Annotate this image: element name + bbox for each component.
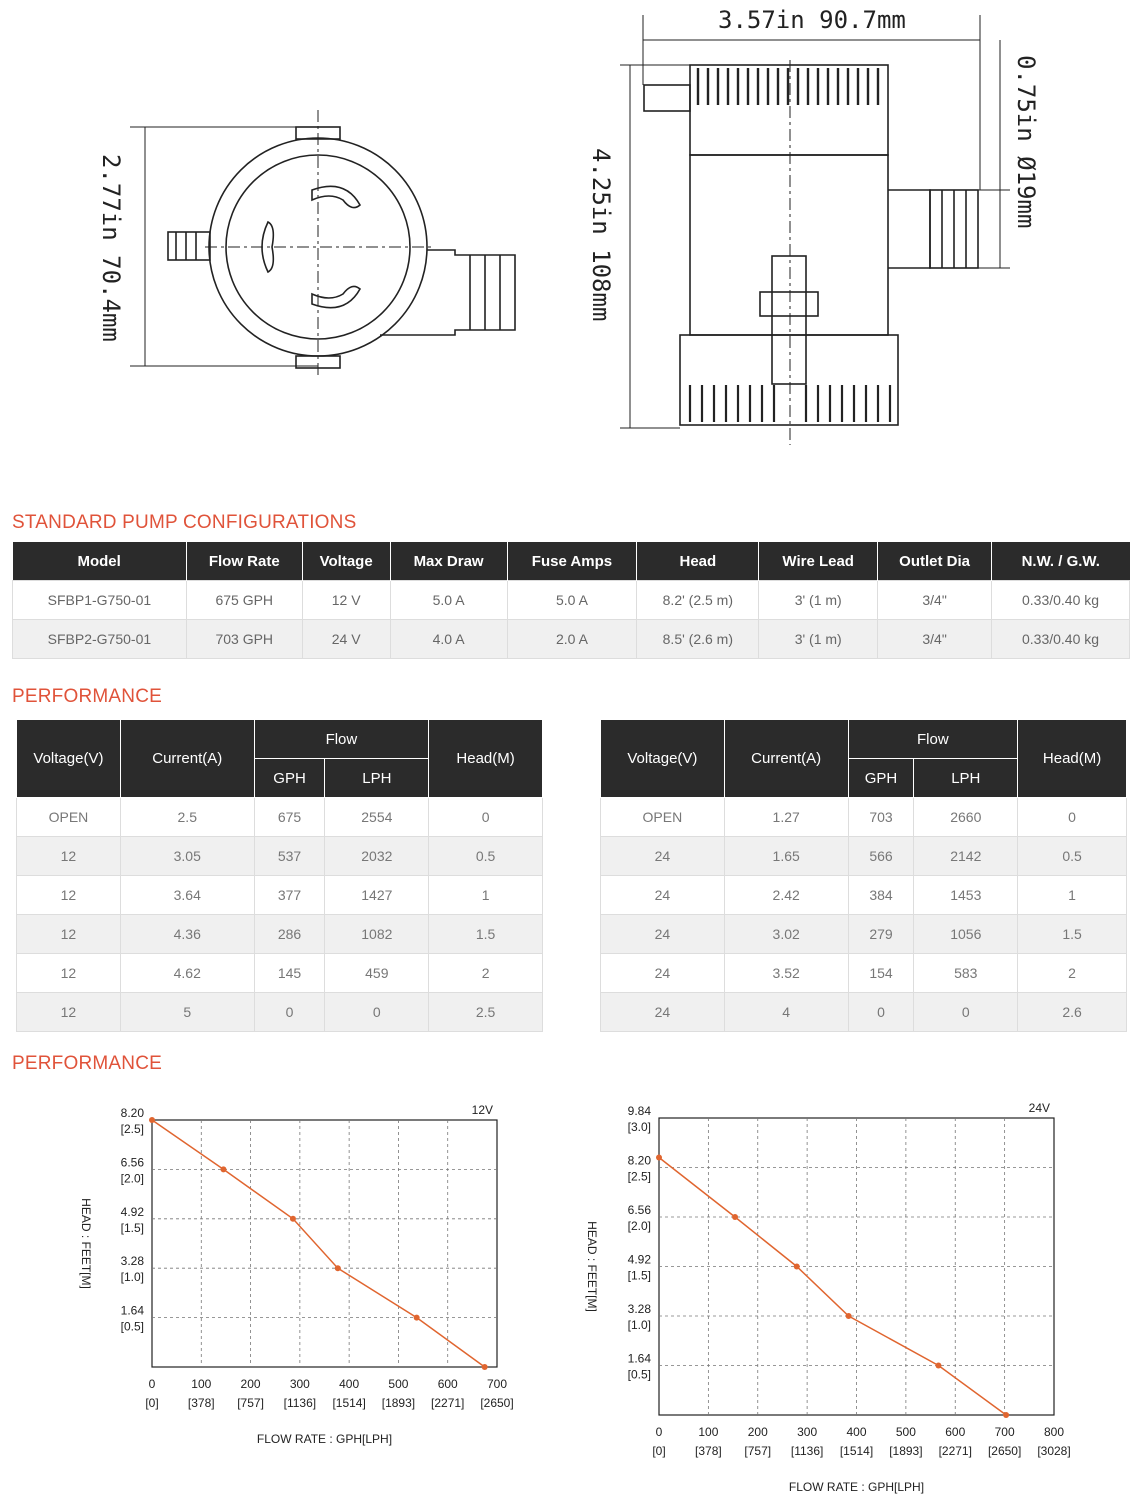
col-header-head: Head(M) <box>429 720 543 798</box>
table-cell: 703 <box>848 798 914 837</box>
table-cell: 3.02 <box>724 915 848 954</box>
table-cell: 5.0 A <box>507 581 637 620</box>
table-cell: OPEN <box>17 798 121 837</box>
table-cell: 3/4" <box>878 620 992 659</box>
col-header-flow: Flow <box>254 720 429 759</box>
data-point <box>935 1363 941 1369</box>
x-tick-label: 0 <box>655 1425 663 1439</box>
x-tick-sublabel: [2650] <box>987 1444 1022 1458</box>
x-tick-label: 700 <box>994 1425 1015 1439</box>
x-tick-sublabel: [378] <box>187 1396 215 1410</box>
table-row <box>17 798 543 837</box>
col-header-current: Current(A) <box>724 720 848 798</box>
performance-chart-section-title: PERFORMANCE <box>12 1053 162 1074</box>
table-cell: 703 GPH <box>186 620 302 659</box>
x-tick-label: 300 <box>289 1377 310 1391</box>
y-tick-sublabel: [3.0] <box>627 1120 651 1134</box>
table-cell: 0 <box>914 993 1018 1032</box>
table-cell: 1.5 <box>1018 915 1127 954</box>
table-cell: 2 <box>1018 954 1127 993</box>
table-row <box>17 876 543 915</box>
table-row <box>601 876 1127 915</box>
data-point <box>414 1315 420 1321</box>
table-cell: 2032 <box>325 837 429 876</box>
y-tick-sublabel: [0.5] <box>627 1367 651 1382</box>
table-cell: 3' (1 m) <box>759 581 878 620</box>
series-line <box>659 1158 1006 1416</box>
table-cell: 3.05 <box>120 837 254 876</box>
x-tick-sublabel: [0] <box>145 1396 159 1410</box>
table-cell: 537 <box>254 837 325 876</box>
y-tick-label: 1.64 <box>120 1303 144 1318</box>
table-cell: 3.52 <box>724 954 848 993</box>
table-cell: 459 <box>325 954 429 993</box>
y-tick-label: 8.20 <box>120 1106 144 1120</box>
table-cell: 2.0 A <box>507 620 637 659</box>
table-cell: 1 <box>429 876 543 915</box>
table-cell: 12 <box>17 954 121 993</box>
table-cell: 0 <box>254 993 325 1032</box>
x-tick-sublabel: [757] <box>237 1396 264 1410</box>
x-tick-label: 100 <box>698 1425 719 1439</box>
x-tick-sublabel: [0] <box>652 1444 666 1458</box>
table-cell: 4.36 <box>120 915 254 954</box>
table-cell: 1427 <box>325 876 429 915</box>
x-tick-sublabel: [2271] <box>431 1396 465 1410</box>
chart-title: 24V <box>1028 1101 1050 1115</box>
table-cell: 0.33/0.40 kg <box>992 620 1130 659</box>
chart-12v <box>0 1085 560 1450</box>
table-cell: 1056 <box>914 915 1018 954</box>
y-tick-sublabel: [1.0] <box>120 1270 144 1285</box>
table-cell: 377 <box>254 876 325 915</box>
table-row <box>601 915 1127 954</box>
x-tick-label: 700 <box>486 1377 508 1391</box>
table-cell: 566 <box>848 837 914 876</box>
col-header-lph: LPH <box>325 759 429 798</box>
y-tick-sublabel: [2.0] <box>120 1171 144 1186</box>
performance-table-12v <box>16 719 543 1032</box>
table-cell: 583 <box>914 954 1018 993</box>
plot-frame <box>152 1120 497 1367</box>
x-tick-label: 400 <box>846 1425 867 1439</box>
col-header-head: Head(M) <box>1018 720 1127 798</box>
table-cell: 0 <box>1018 798 1127 837</box>
x-tick-sublabel: [1893] <box>889 1444 923 1458</box>
chart-24v <box>560 1085 1138 1500</box>
x-tick-sublabel: [378] <box>695 1444 722 1458</box>
col-header-weight: N.W. / G.W. <box>992 542 1130 581</box>
y-tick-label: 6.56 <box>627 1203 651 1217</box>
table-row <box>601 993 1127 1032</box>
col-header-outlet-dia: Outlet Dia <box>878 542 992 581</box>
table-cell: 1453 <box>914 876 1018 915</box>
data-point <box>794 1264 800 1270</box>
data-point <box>149 1117 155 1123</box>
top-dimension-label: 2.77in 70.4mm <box>97 154 125 342</box>
x-tick-sublabel: [1514] <box>332 1396 366 1410</box>
table-row <box>17 915 543 954</box>
table-cell: 145 <box>254 954 325 993</box>
y-tick-label: 1.64 <box>627 1351 651 1366</box>
data-point <box>846 1313 852 1319</box>
data-point <box>482 1364 488 1370</box>
y-tick-sublabel: [1.0] <box>627 1318 651 1332</box>
performance-24v-body <box>601 798 1127 1032</box>
x-tick-label: 400 <box>339 1377 360 1391</box>
table-cell: 12 <box>17 993 121 1032</box>
x-tick-sublabel: [3028] <box>1037 1444 1071 1458</box>
col-header-current: Current(A) <box>120 720 254 798</box>
table-cell: 12 <box>17 837 121 876</box>
table-cell: 0 <box>429 798 543 837</box>
data-point <box>656 1155 662 1161</box>
table-cell: 1082 <box>325 915 429 954</box>
table-cell: 4.62 <box>120 954 254 993</box>
x-tick-sublabel: [1136] <box>790 1444 824 1458</box>
top-view-drawing <box>130 110 515 375</box>
col-header-lph: LPH <box>914 759 1018 798</box>
table-cell: 0.33/0.40 kg <box>992 581 1130 620</box>
table-row <box>17 993 543 1032</box>
x-tick-label: 500 <box>895 1425 916 1439</box>
table-cell: 24 <box>601 993 725 1032</box>
table-row <box>13 581 1130 620</box>
table-cell: 1.65 <box>724 837 848 876</box>
x-tick-label: 100 <box>191 1377 212 1391</box>
y-tick-label: 4.92 <box>120 1204 144 1219</box>
y-tick-sublabel: [2.5] <box>120 1122 144 1136</box>
x-tick-label: 500 <box>388 1377 409 1391</box>
table-cell: 12 V <box>302 581 390 620</box>
table-cell: 3/4" <box>878 581 992 620</box>
config-table <box>12 542 1130 659</box>
data-point <box>290 1216 296 1222</box>
col-header-voltage: Voltage(V) <box>601 720 725 798</box>
config-section-title: STANDARD PUMP CONFIGURATIONS <box>12 512 357 533</box>
table-row <box>601 798 1127 837</box>
table-cell: 0 <box>848 993 914 1032</box>
table-cell: 2.5 <box>120 798 254 837</box>
data-point <box>732 1214 738 1220</box>
table-cell: 12 <box>17 876 121 915</box>
x-tick-sublabel: [2650] <box>480 1396 514 1410</box>
table-cell: 384 <box>848 876 914 915</box>
data-point <box>220 1166 226 1172</box>
table-cell: 279 <box>848 915 914 954</box>
table-cell: 286 <box>254 915 325 954</box>
table-cell: OPEN <box>601 798 725 837</box>
x-tick-sublabel: [1893] <box>381 1396 416 1410</box>
table-cell: 5 <box>120 993 254 1032</box>
col-header-voltage: Voltage(V) <box>17 720 121 798</box>
table-cell: 12 <box>17 915 121 954</box>
col-header-wire-lead: Wire Lead <box>759 542 878 581</box>
table-cell: 675 GPH <box>186 581 302 620</box>
col-header-max-draw: Max Draw <box>390 542 507 581</box>
table-cell: 24 <box>601 954 725 993</box>
height-dimension-label: 4.25in 108mm <box>587 148 615 322</box>
table-cell: 154 <box>848 954 914 993</box>
table-row <box>13 620 1130 659</box>
y-tick-sublabel: [2.5] <box>627 1169 651 1184</box>
table-cell: 2.5 <box>429 993 543 1032</box>
table-cell: 2660 <box>914 798 1018 837</box>
x-tick-sublabel: [1514] <box>839 1444 874 1458</box>
x-axis-label: FLOW RATE : GPH[LPH] <box>788 1480 925 1494</box>
y-tick-label: 6.56 <box>120 1155 144 1170</box>
y-tick-label: 4.92 <box>627 1252 651 1267</box>
table-cell: 2554 <box>325 798 429 837</box>
series-line <box>152 1120 485 1367</box>
x-axis-label: FLOW RATE : GPH[LPH] <box>256 1432 393 1446</box>
table-cell: 0.5 <box>429 837 543 876</box>
chart-title: 12V <box>471 1103 493 1117</box>
table-cell: 1 <box>1018 876 1127 915</box>
x-tick-label: 800 <box>1043 1425 1065 1439</box>
x-tick-label: 0 <box>148 1377 156 1391</box>
table-cell: 1.5 <box>429 915 543 954</box>
col-header-flow-rate: Flow Rate <box>186 542 302 581</box>
technical-drawing <box>0 0 1138 470</box>
width-dimension-label: 3.57in 90.7mm <box>718 6 906 34</box>
table-cell: 24 <box>601 837 725 876</box>
table-cell: 675 <box>254 798 325 837</box>
x-tick-label: 600 <box>437 1377 458 1391</box>
outlet-dimension-label: 0.75in Ø19mm <box>1012 55 1040 229</box>
table-cell: 5.0 A <box>390 581 507 620</box>
table-cell: 2.6 <box>1018 993 1127 1032</box>
table-cell: 8.5' (2.6 m) <box>637 620 759 659</box>
col-header-fuse-amps: Fuse Amps <box>507 542 637 581</box>
table-cell: 24 <box>601 876 725 915</box>
y-tick-sublabel: [1.5] <box>120 1220 144 1235</box>
y-tick-label: 3.28 <box>120 1254 144 1269</box>
table-cell: 3' (1 m) <box>759 620 878 659</box>
table-row <box>17 954 543 993</box>
col-header-gph: GPH <box>848 759 914 798</box>
table-cell: 24 <box>601 915 725 954</box>
x-tick-label: 300 <box>797 1425 818 1439</box>
table-cell: 0 <box>325 993 429 1032</box>
col-header-voltage: Voltage <box>302 542 390 581</box>
performance-section-title: PERFORMANCE <box>12 686 162 707</box>
x-tick-label: 600 <box>945 1425 966 1439</box>
x-tick-sublabel: [2271] <box>938 1444 972 1458</box>
data-point <box>1003 1412 1009 1418</box>
table-cell: 4.0 A <box>390 620 507 659</box>
table-cell: 0.5 <box>1018 837 1127 876</box>
performance-table-24v <box>600 719 1127 1032</box>
x-tick-sublabel: [1136] <box>283 1396 317 1410</box>
table-cell: 2.42 <box>724 876 848 915</box>
config-header-row <box>13 542 1130 581</box>
table-row <box>17 837 543 876</box>
table-row <box>601 837 1127 876</box>
table-cell: 8.2' (2.5 m) <box>637 581 759 620</box>
performance-12v-body <box>17 798 543 1032</box>
col-header-model: Model <box>13 542 187 581</box>
y-tick-sublabel: [0.5] <box>120 1319 144 1334</box>
table-cell: SFBP1-G750-01 <box>13 581 187 620</box>
y-axis-label: HEAD : FEET[M] <box>585 1221 599 1312</box>
table-cell: 2142 <box>914 837 1018 876</box>
col-header-head: Head <box>637 542 759 581</box>
data-point <box>335 1265 341 1271</box>
table-cell: 2 <box>429 954 543 993</box>
y-tick-label: 3.28 <box>627 1302 651 1316</box>
x-tick-sublabel: [757] <box>744 1444 772 1458</box>
table-row <box>601 954 1127 993</box>
col-header-flow: Flow <box>848 720 1018 759</box>
y-tick-sublabel: [2.0] <box>627 1219 651 1233</box>
x-tick-label: 200 <box>240 1377 261 1391</box>
table-cell: SFBP2-G750-01 <box>13 620 187 659</box>
table-cell: 24 V <box>302 620 390 659</box>
y-tick-label: 9.84 <box>627 1104 651 1118</box>
col-header-gph: GPH <box>254 759 325 798</box>
y-tick-sublabel: [1.5] <box>627 1268 651 1283</box>
table-cell: 4 <box>724 993 848 1032</box>
y-tick-label: 8.20 <box>627 1153 651 1168</box>
y-axis-label: HEAD : FEET[M] <box>79 1198 93 1289</box>
table-cell: 1.27 <box>724 798 848 837</box>
side-view-drawing <box>620 15 1010 445</box>
table-cell: 3.64 <box>120 876 254 915</box>
x-tick-label: 200 <box>747 1425 768 1439</box>
